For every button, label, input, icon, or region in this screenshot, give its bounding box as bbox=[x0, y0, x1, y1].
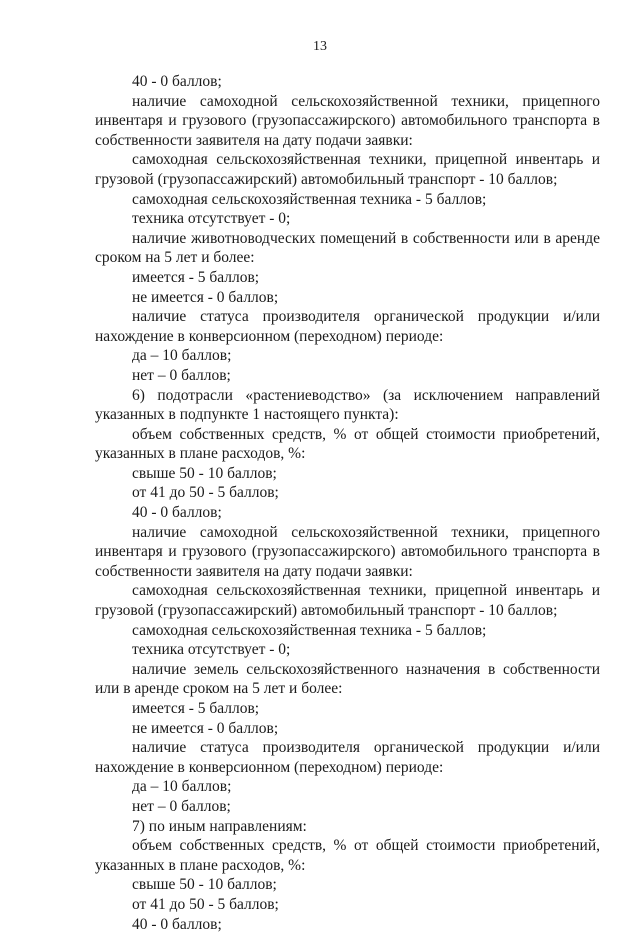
paragraph: не имеется - 0 баллов; bbox=[132, 288, 279, 306]
paragraph: техника отсутствует - 0; bbox=[132, 641, 291, 659]
paragraph: 7) по иным направлениям: bbox=[132, 817, 307, 835]
paragraph: самоходная сельскохозяйственная техники, прицепной инвентарь и грузовой (грузопассажирский) автомобильный транспорт - 10 баллов; bbox=[95, 582, 600, 620]
paragraph: наличие статуса производителя органической продукции и/или нахождение в конверсионном (переходном) периоде: bbox=[95, 308, 600, 345]
paragraph: наличие самоходной сельскохозяйственной техники, прицепного инвентаря и грузового (грузопассажирского) автомобильного транспорта в собственности заявителя на дату подачи заявки: bbox=[95, 523, 600, 580]
paragraph: самоходная сельскохозяйственная техника - 5 баллов; bbox=[132, 621, 487, 639]
paragraph: объем собственных средств, % от общей стоимости приобретений, указанных в плане расходов, %: bbox=[95, 837, 600, 874]
document-body bbox=[95, 72, 600, 934]
paragraph: 6) подотрасли «растениеводство» (за исключением направлений указанных в подпункте 1 настоящего пункта): bbox=[95, 386, 600, 424]
paragraph: имеется - 5 баллов; bbox=[132, 700, 260, 717]
paragraph: не имеется - 0 баллов; bbox=[132, 719, 279, 737]
paragraph: нет – 0 баллов; bbox=[132, 797, 231, 815]
paragraph: объем собственных средств, % от общей стоимости приобретений, указанных в плане расходов, %: bbox=[95, 425, 600, 463]
paragraph: да – 10 баллов; bbox=[132, 347, 232, 365]
paragraph: нет – 0 баллов; bbox=[132, 366, 231, 384]
paragraph: 40 - 0 баллов; bbox=[132, 73, 222, 90]
paragraph: от 41 до 50 - 5 баллов; bbox=[132, 895, 279, 913]
paragraph: свыше 50 - 10 баллов; bbox=[132, 464, 277, 482]
paragraph: самоходная сельскохозяйственная техника - 5 баллов; bbox=[132, 190, 487, 208]
paragraph: 40 - 0 баллов; bbox=[132, 915, 222, 933]
page-number: 13 bbox=[313, 39, 327, 54]
paragraph: наличие самоходной сельскохозяйственной техники, прицепного инвентаря и грузового (грузопассажирского) автомобильного транспорта в собственности заявителя на дату подачи заявки: bbox=[95, 92, 600, 149]
paragraph: имеется - 5 баллов; bbox=[132, 268, 260, 286]
paragraph: наличие земель сельскохозяйственного назначения в собственности или в аренде сроком на 5 лет и более: bbox=[95, 660, 600, 698]
paragraph: да – 10 баллов; bbox=[132, 778, 232, 796]
paragraph: наличие статуса производителя органической продукции и/или нахождение в конверсионном (переходном) периоде: bbox=[95, 739, 600, 776]
paragraph: наличие животноводческих помещений в собственности или в аренде сроком на 5 лет и более: bbox=[95, 229, 600, 267]
paragraph: самоходная сельскохозяйственная техники, прицепной инвентарь и грузовой (грузопассажирский) автомобильный транспорт - 10 баллов; bbox=[95, 151, 600, 188]
paragraph: 40 - 0 баллов; bbox=[132, 504, 222, 522]
paragraph: от 41 до 50 - 5 баллов; bbox=[132, 484, 279, 502]
paragraph: свыше 50 - 10 баллов; bbox=[132, 876, 277, 894]
paragraph: техника отсутствует - 0; bbox=[132, 210, 291, 228]
